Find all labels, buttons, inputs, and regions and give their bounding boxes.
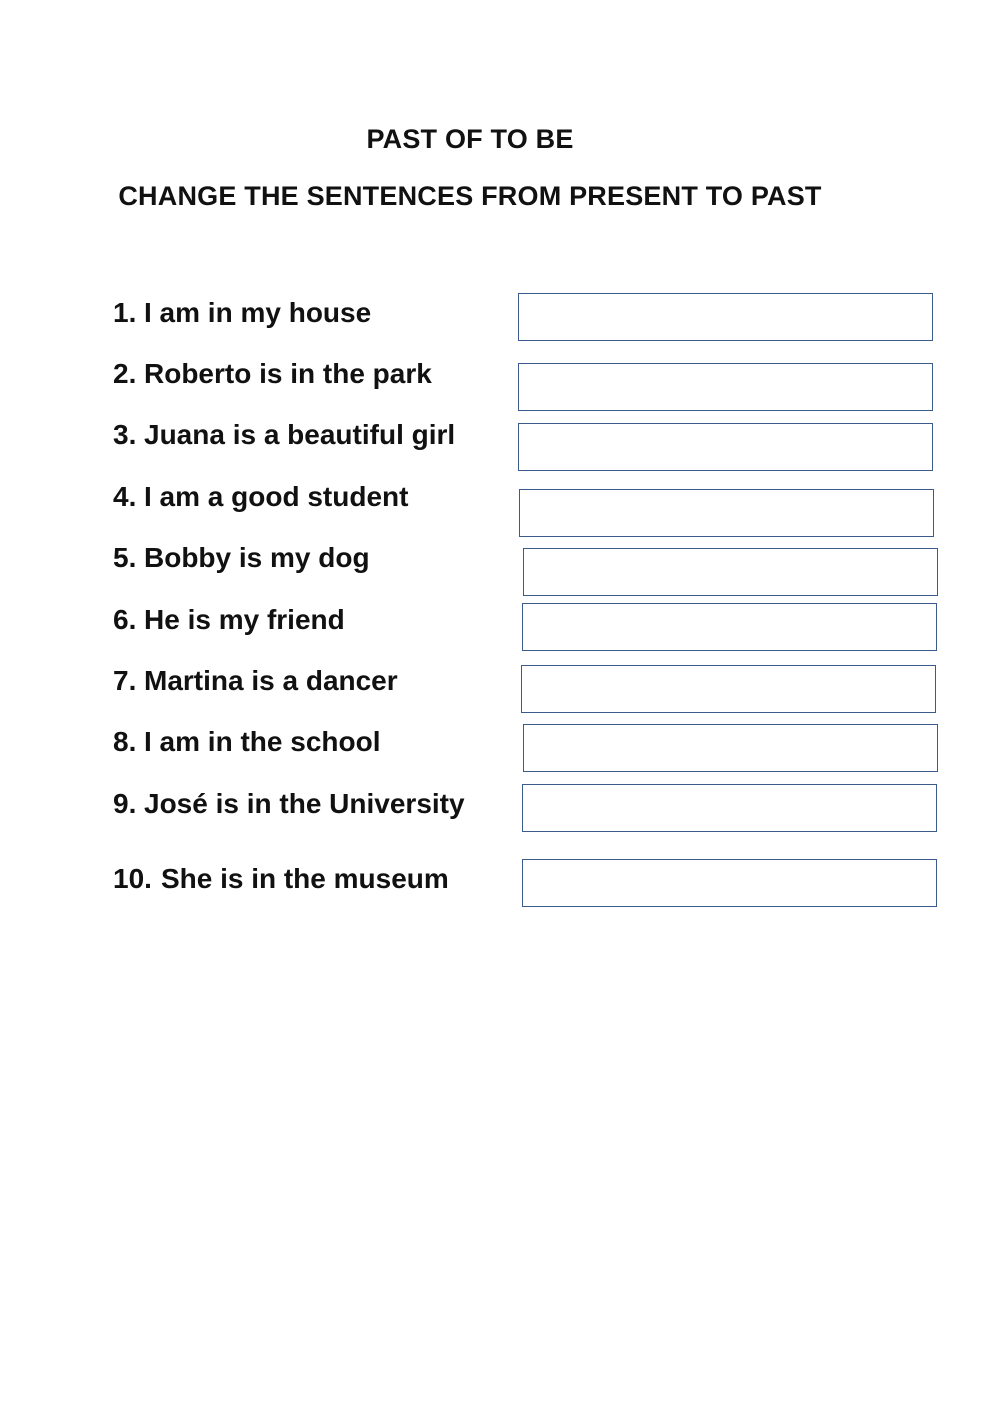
answer-field-7[interactable] bbox=[521, 665, 936, 713]
answer-field-10[interactable] bbox=[522, 859, 937, 907]
exercise-item-8 bbox=[113, 725, 380, 759]
item-number: 7. bbox=[113, 665, 137, 696]
answer-field-4[interactable] bbox=[519, 489, 934, 537]
item-sentence: Bobby is my dog bbox=[144, 542, 370, 573]
worksheet-title: PAST OF TO BE bbox=[366, 124, 574, 154]
item-number: 6. bbox=[113, 604, 137, 635]
exercise-item-2 bbox=[113, 357, 432, 391]
item-number: 3. bbox=[113, 419, 137, 450]
item-sentence: I am in the school bbox=[144, 726, 381, 757]
item-number: 5. bbox=[113, 542, 137, 573]
worksheet-instructions: CHANGE THE SENTENCES FROM PRESENT TO PAST bbox=[118, 181, 822, 211]
item-sentence: He is my friend bbox=[144, 604, 345, 635]
item-sentence: Roberto is in the park bbox=[144, 358, 432, 389]
answer-field-6[interactable] bbox=[522, 603, 937, 651]
item-number: 4. bbox=[113, 481, 137, 512]
item-sentence: She is in the museum bbox=[160, 863, 449, 894]
exercise-item-1 bbox=[113, 296, 371, 330]
exercise-item-6 bbox=[113, 603, 345, 637]
answer-field-1[interactable] bbox=[518, 293, 933, 341]
item-number: 10. bbox=[113, 863, 152, 894]
answer-field-8[interactable] bbox=[523, 724, 938, 772]
answer-field-9[interactable] bbox=[522, 784, 937, 832]
item-sentence: Juana is a beautiful girl bbox=[144, 419, 456, 450]
exercise-item-10 bbox=[113, 862, 449, 896]
item-sentence: I am a good student bbox=[144, 481, 409, 512]
exercise-item-4 bbox=[113, 480, 408, 514]
answer-field-2[interactable] bbox=[518, 363, 933, 411]
exercise-item-7 bbox=[113, 664, 398, 698]
exercise-item-3 bbox=[113, 418, 455, 452]
item-number: 9. bbox=[113, 788, 137, 819]
item-sentence: I am in my house bbox=[144, 297, 372, 328]
exercise-item-5 bbox=[113, 541, 370, 575]
exercise-item-9 bbox=[113, 787, 465, 821]
item-number: 1. bbox=[113, 297, 137, 328]
item-number: 2. bbox=[113, 358, 137, 389]
item-sentence: Martina is a dancer bbox=[144, 665, 398, 696]
item-sentence: José is in the University bbox=[144, 788, 465, 819]
answer-field-5[interactable] bbox=[523, 548, 938, 596]
item-number: 8. bbox=[113, 726, 137, 757]
answer-field-3[interactable] bbox=[518, 423, 933, 471]
